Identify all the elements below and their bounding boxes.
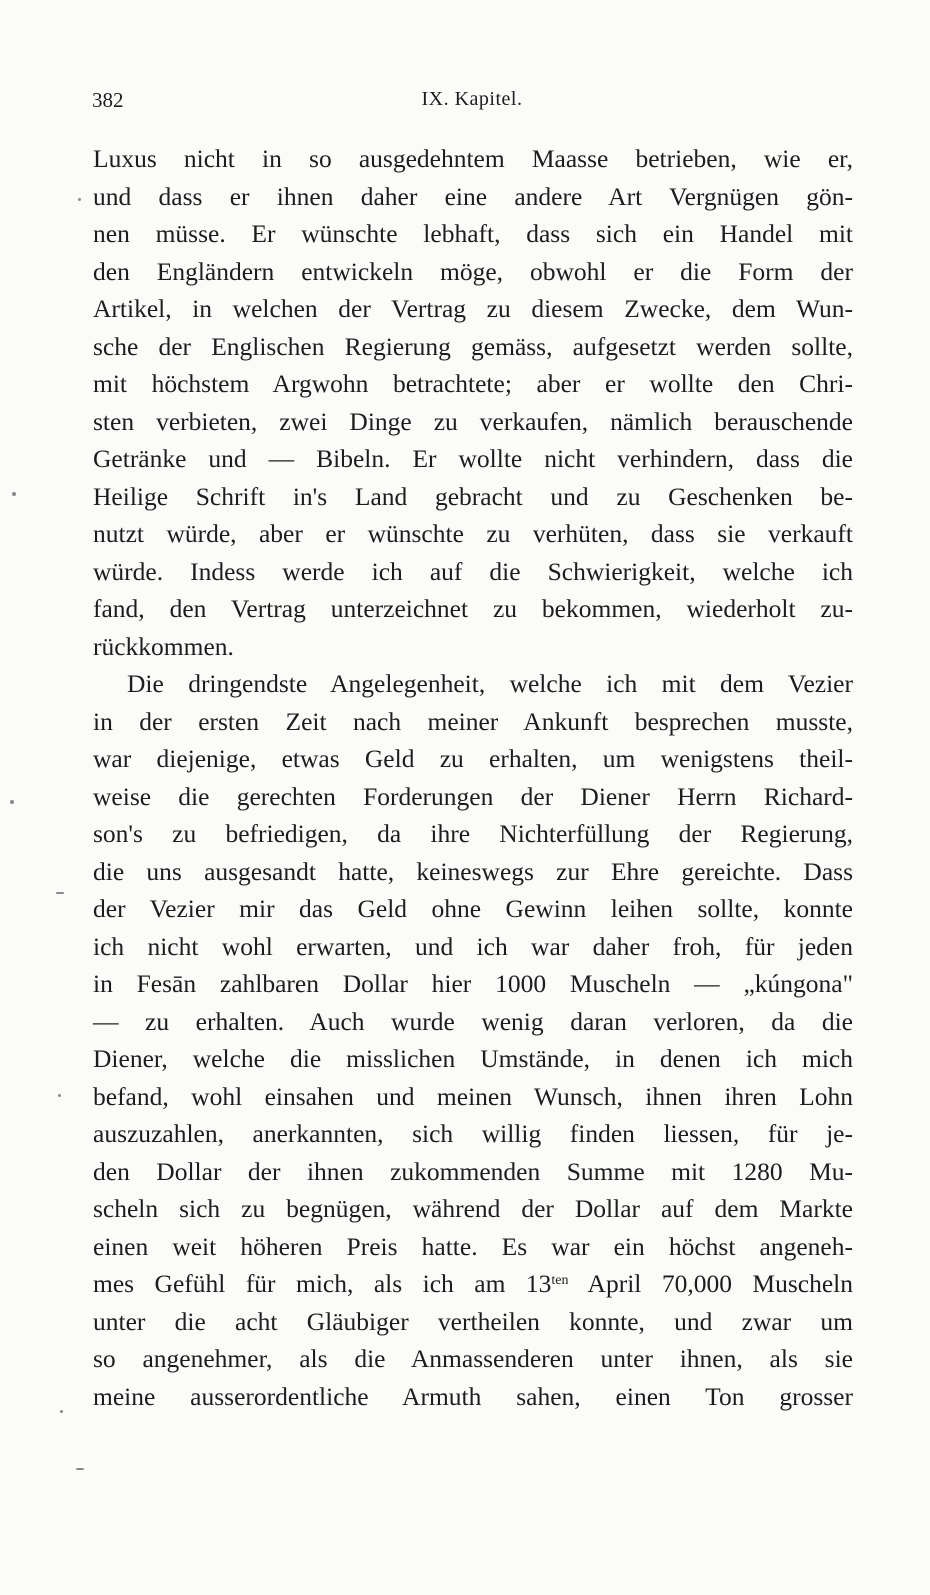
- text-line: die uns ausgesandt hatte, keineswegs zur Ehre gereichte. Dass: [93, 856, 853, 886]
- text-line: war diejenige, etwas Geld zu erhalten, um wenigstens theil-: [93, 744, 853, 773]
- text-line: mit höchstem Argwohn betrachtete; aber er wollte den Chri-: [93, 369, 853, 398]
- text-line: einen weit höheren Preis hatte. Es war ein höchst angeneh-: [93, 1231, 853, 1261]
- scan-speck: [58, 1094, 61, 1097]
- text-line: der Vezier mir das Geld ohne Gewinn leihen sollte, konnte: [93, 894, 853, 923]
- paragraph-1: [93, 140, 853, 665]
- text-run: mes Gefühl für mich, als ich am 13: [93, 1269, 552, 1298]
- text-line: fand, den Vertrag unterzeichnet zu bekommen, wiederholt zu-: [93, 594, 853, 623]
- text-line: in der ersten Zeit nach meiner Ankunft besprechen musste,: [93, 706, 853, 736]
- scan-speck: [10, 800, 14, 804]
- text-line: würde. Indess werde ich auf die Schwierigkeit, welche ich: [93, 556, 853, 586]
- running-head: IX. Kapitel.: [421, 88, 523, 110]
- text-line: und dass er ihnen daher eine andere Art Vergnügen gön-: [93, 181, 853, 211]
- text-line: ich nicht wohl erwarten, und ich war daher froh, für jeden: [93, 931, 853, 961]
- text-line: unter die acht Gläubiger vertheilen konnte, und zwar um: [93, 1306, 853, 1336]
- text-line: Diener, welche die misslichen Umstände, in denen ich mich: [93, 1044, 853, 1073]
- text-line: sten verbieten, zwei Dinge zu verkaufen, nämlich berauschende: [93, 406, 853, 436]
- body-text: [93, 140, 853, 1415]
- text-line: nutzt würde, aber er wünschte zu verhüten, dass sie verkauft: [93, 519, 853, 548]
- text-line: meine ausserordentliche Armuth sahen, einen Ton grosser: [93, 1381, 853, 1411]
- text-line: weise die gerechten Forderungen der Diener Herrn Richard-: [93, 781, 853, 811]
- scan-speck: [76, 1468, 84, 1470]
- scan-speck: [78, 198, 81, 201]
- text-line: Die dringendste Angelegenheit, welche ich mit dem Vezier: [127, 669, 853, 698]
- text-line: [93, 1265, 853, 1303]
- text-line: Heilige Schrift in's Land gebracht und zu Geschenken be-: [93, 481, 853, 511]
- text-line: auszuzahlen, anerkannten, sich willig finden liessen, für je-: [93, 1119, 853, 1148]
- scan-speck: [56, 892, 64, 894]
- page-header: [92, 88, 852, 122]
- paragraph-2: [93, 665, 853, 1415]
- text-line: den Engländern entwickeln möge, obwohl er die Form der: [93, 256, 853, 286]
- text-line: rückkommen.: [93, 631, 234, 661]
- text-line: Artikel, in welchen der Vertrag zu diesem Zwecke, dem Wun-: [93, 294, 853, 323]
- text-line: nen müsse. Er wünschte lebhaft, dass sich ein Handel mit: [93, 219, 853, 248]
- text-line: sche der Englischen Regierung gemäss, aufgesetzt werden sollte,: [93, 331, 853, 361]
- text-line: so angenehmer, als die Anmassenderen unter ihnen, als sie: [93, 1344, 853, 1373]
- page-number: 382: [92, 88, 124, 112]
- ordinal-superscript: ten: [551, 1273, 569, 1288]
- text-run: April 70,000 Muscheln: [568, 1269, 853, 1298]
- text-line: in Fesān zahlbaren Dollar hier 1000 Muscheln — „kúngona": [93, 969, 853, 998]
- text-line: son's zu befriedigen, da ihre Nichterfüllung der Regierung,: [93, 819, 853, 848]
- text-line: befand, wohl einsahen und meinen Wunsch, ihnen ihren Lohn: [93, 1081, 853, 1111]
- text-line: Getränke und — Bibeln. Er wollte nicht verhindern, dass die: [93, 444, 853, 473]
- text-line: den Dollar der ihnen zukommenden Summe mit 1280 Mu-: [93, 1156, 853, 1186]
- scan-speck: [60, 1410, 63, 1413]
- scan-speck: [12, 492, 16, 496]
- text-line: Luxus nicht in so ausgedehntem Maasse betrieben, wie er,: [93, 144, 853, 173]
- text-line: — zu erhalten. Auch wurde wenig daran verloren, da die: [93, 1006, 853, 1036]
- text-line: scheln sich zu begnügen, während der Dollar auf dem Markte: [93, 1194, 853, 1223]
